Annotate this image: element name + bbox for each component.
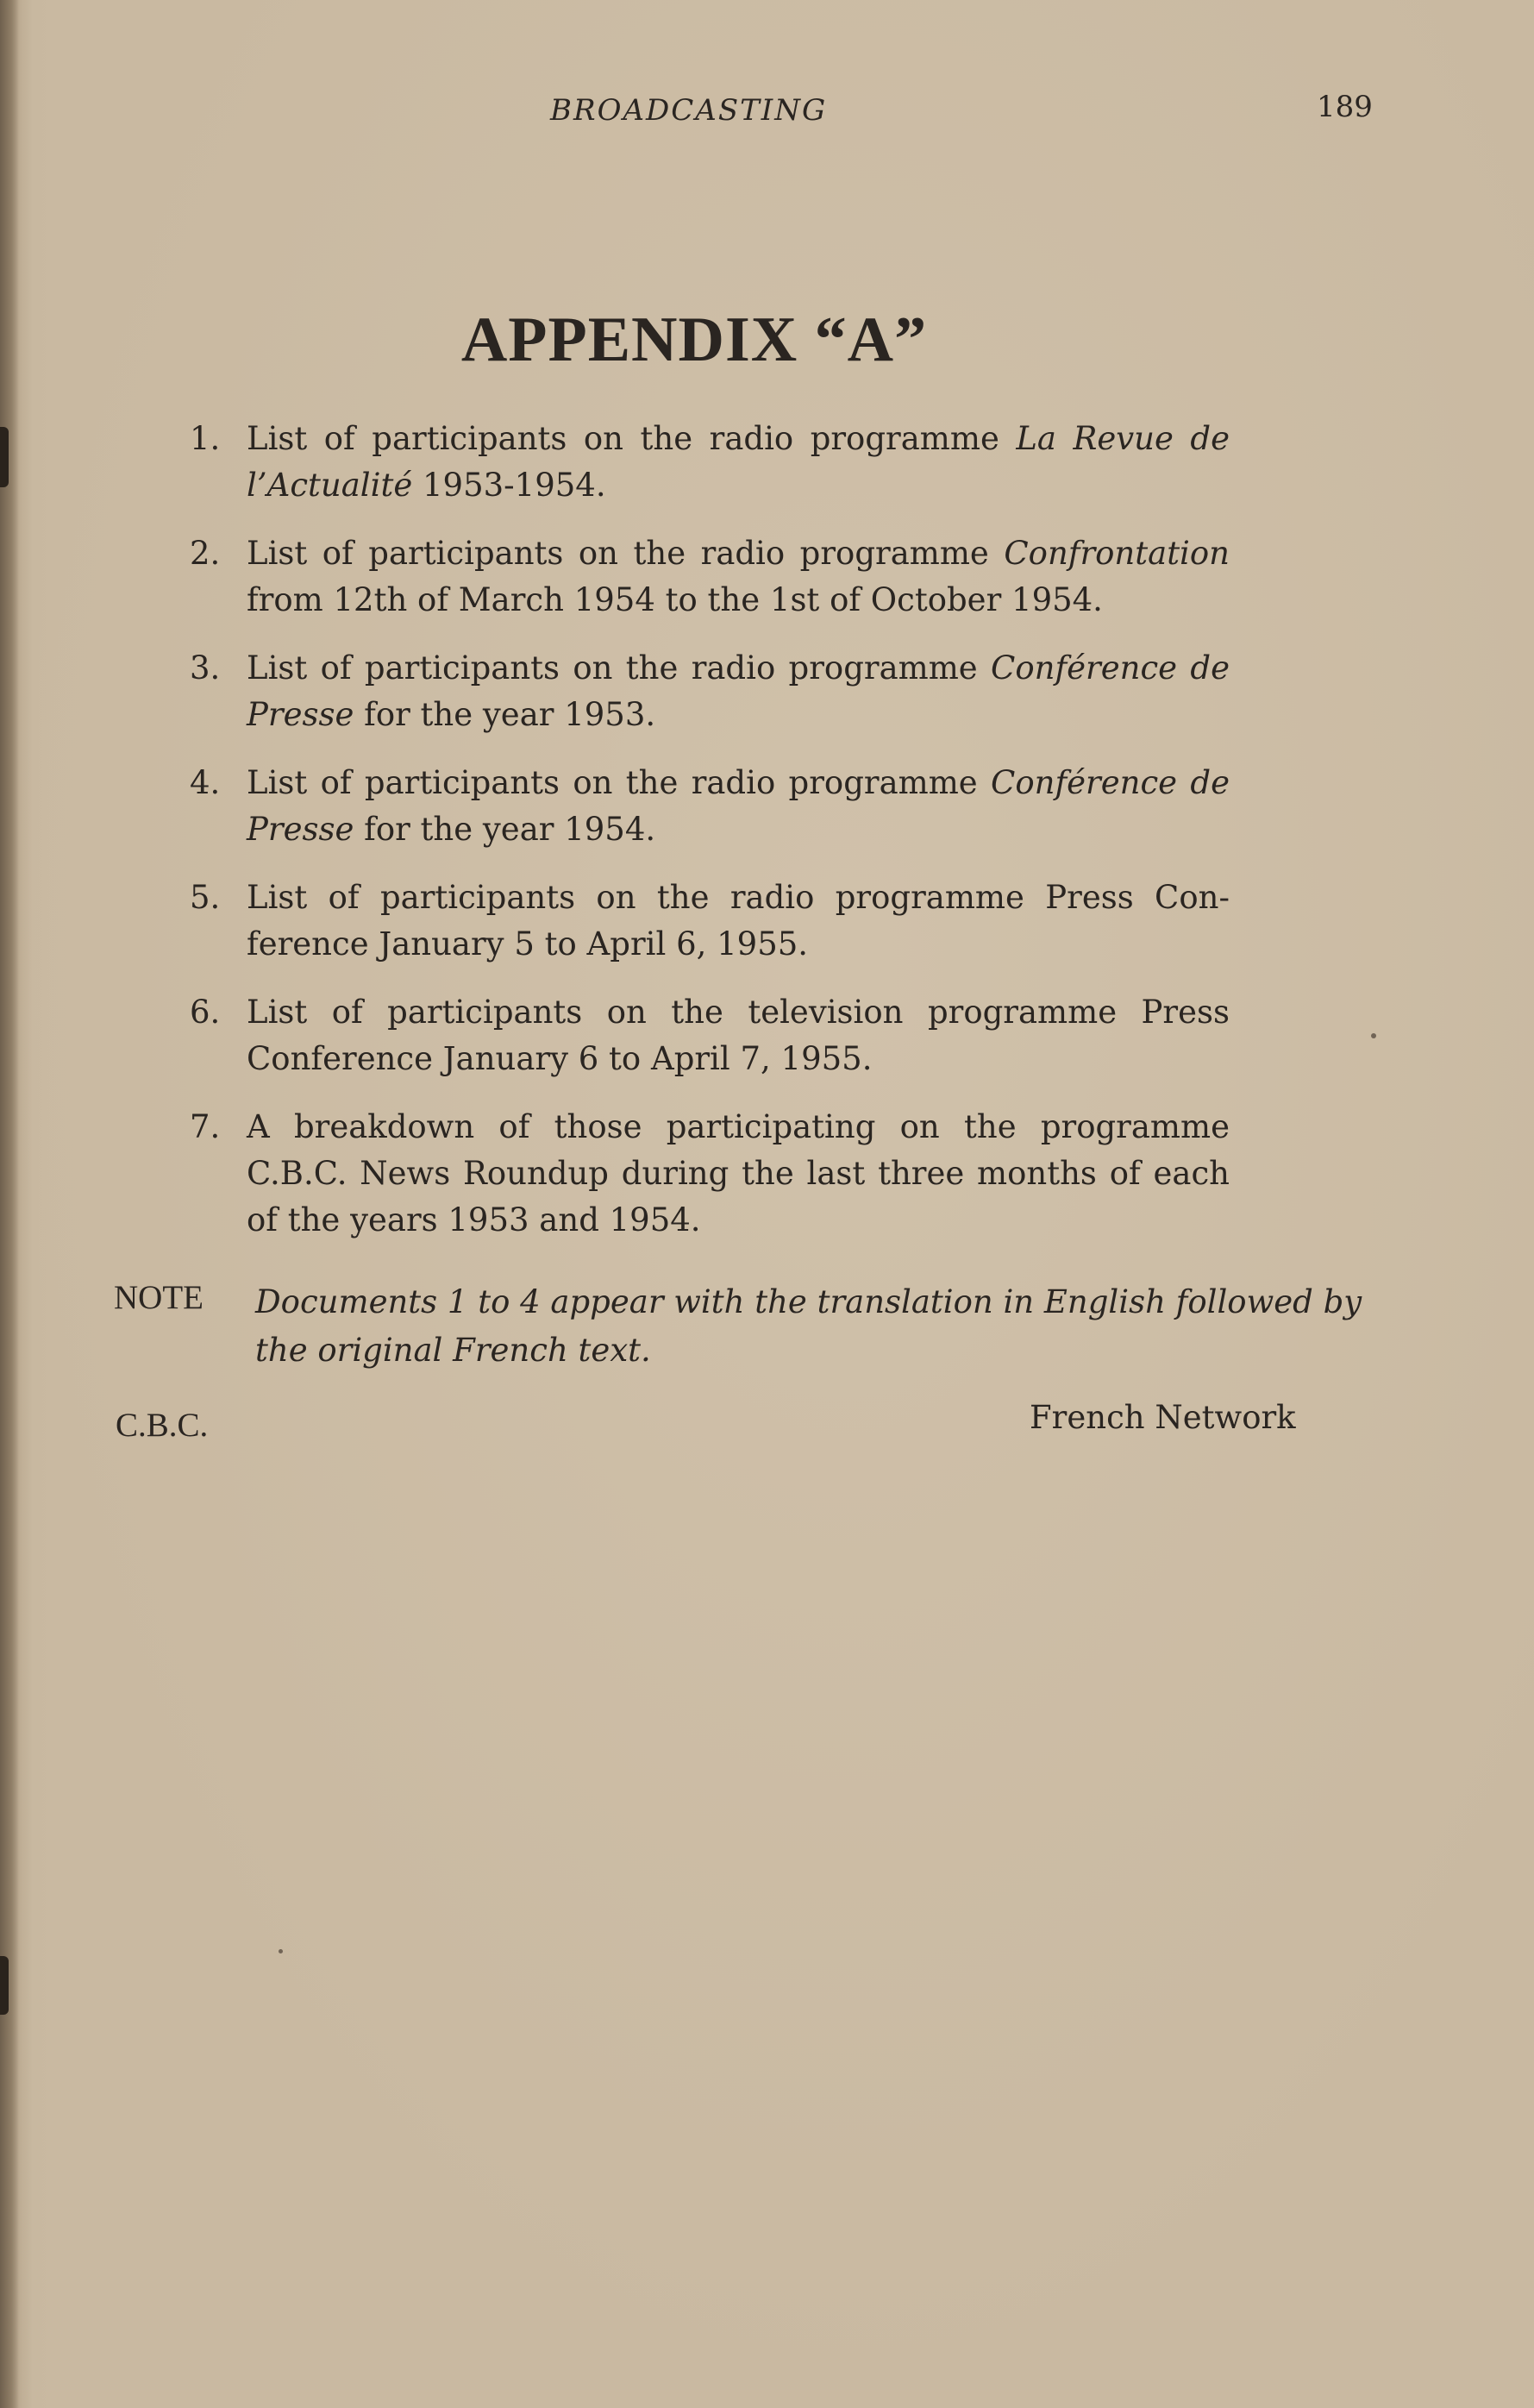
appendix-item [190,645,1230,738]
item-text [247,420,1230,504]
item-text-segment: List of participants on the radio programme [247,649,992,687]
item-text-segment: from 12th of March 1954 to the 1st of October 1954. [247,581,1103,618]
item-number: 5. [190,879,221,916]
appendix-item-list [190,416,1230,1265]
item-number: 1. [190,420,221,457]
appendix-item [190,530,1230,624]
appendix-item [190,875,1230,968]
item-text-segment: List of participants on the radio programme [247,764,992,801]
item-text [247,994,1230,1077]
item-number: 2. [190,535,221,572]
item-number: 6. [190,994,221,1031]
appendix-item [190,760,1230,853]
item-text [247,535,1230,618]
running-title: BROADCASTING [550,93,828,128]
item-number: 7. [190,1108,221,1145]
programme-title: Confrontation [1004,535,1230,572]
item-text-segment: A breakdown of those participating on the programme C.B.C. News Roundup during the last three months of each of the years 1953 and 1954. [247,1108,1230,1238]
item-text-segment: List of participants on the radio programme Press Conference January 5 to April 6, 1955. [247,879,1230,963]
binding-mark-lower [0,1956,9,2015]
item-text [247,764,1230,848]
appendix-title: APPENDIX “A” [460,304,928,375]
item-number: 4. [190,764,221,801]
running-head [0,90,1534,136]
appendix-item [190,989,1230,1082]
item-text-segment: List of participants on the television programme Press Conference January 6 to April 7, 1955. [247,994,1230,1077]
item-text [247,649,1230,733]
item-text-segment: List of participants on the radio programme [247,420,1017,457]
appendix-item [190,1104,1230,1244]
item-text-segment: for the year 1953. [354,696,656,733]
note-label: NOTE [114,1279,203,1316]
programme-title: La Revue de l’Actualité [247,420,1230,504]
paper-speck [279,1949,283,1953]
item-text-segment: 1953-1954. [412,467,606,504]
note-text: Documents 1 to 4 appear with the translation in English followed by the original French text. [255,1283,1362,1369]
item-number: 3. [190,649,221,687]
item-text [247,879,1230,963]
item-text-segment: List of participants on the radio programme [247,535,1005,572]
paper-speck [1371,1033,1376,1038]
item-text [247,1108,1230,1238]
signature-organization: C.B.C. [116,1407,209,1444]
binding-mark-upper [0,427,9,487]
programme-title: Conférence de Presse [247,649,1230,733]
item-text-segment: for the year 1954. [354,811,656,848]
signature-network: French Network [1030,1399,1296,1436]
page-number: 189 [1317,90,1373,124]
appendix-item [190,416,1230,509]
programme-title: Conférence de Presse [247,764,1230,848]
